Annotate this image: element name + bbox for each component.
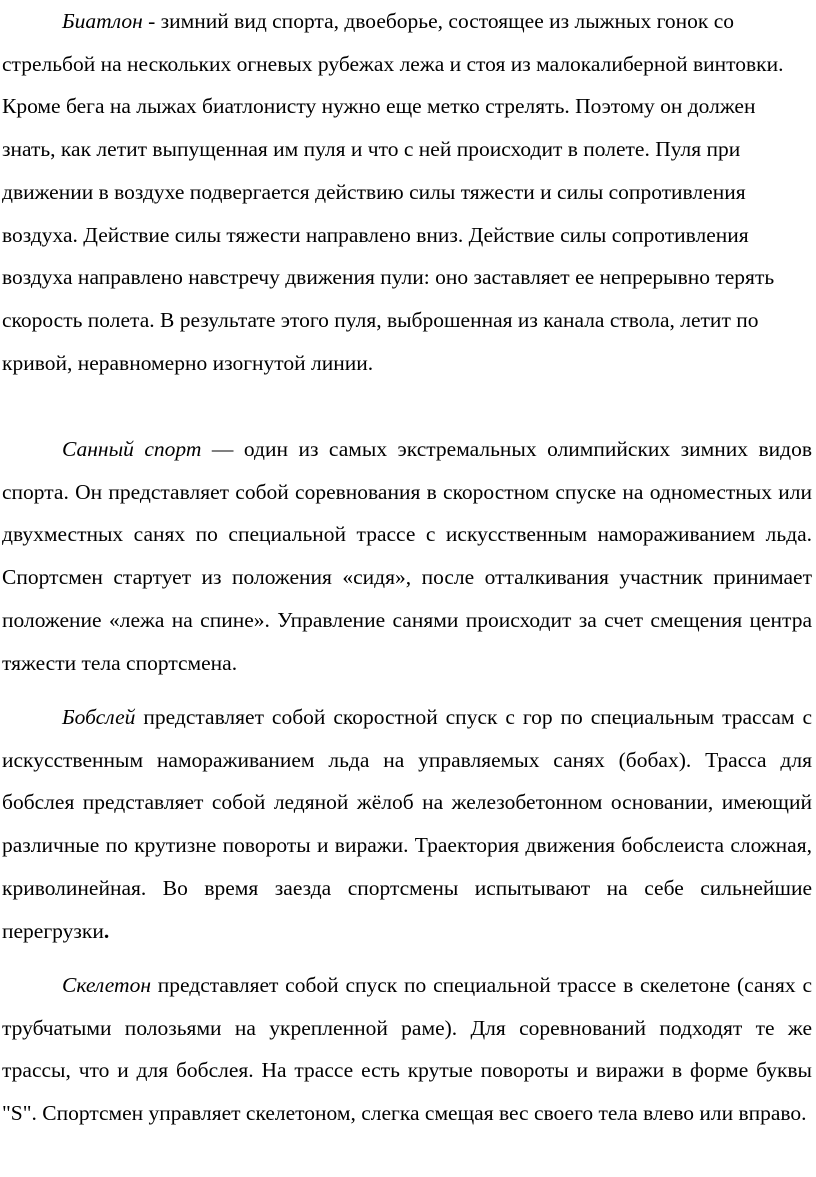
paragraph-luge-text: — один из самых экстремальных олимпийских зимних видов спорта. Он представляет собой соревнования в скоростном спуске на одноместных или двухместных санях по специальной трассе с искусственным намораживанием льда. Спортсмен стартует из положения «сидя», после отталкивания участник принимает положение «лежа на спине». Управление санями происходит за счет смещения центра тяжести тела спортсмена. — [2, 437, 812, 675]
paragraph-skeleton-text: представляет собой спуск по специальной трассе в скелетоне (санях с трубчатыми полозьями на укрепленной раме). Для соревнований подходят те же трассы, что и для бобслея. На трассе есть крутые повороты и виражи в форме буквы "S". Спортсмен управляет скелетоном, слегка смещая вес своего тела влево или вправо. — [2, 973, 812, 1126]
term-bobsleigh: Бобслей — [62, 705, 136, 729]
paragraph-bobsleigh — [2, 696, 812, 952]
paragraph-bobsleigh-end: . — [103, 918, 110, 943]
paragraph-luge — [2, 428, 812, 684]
paragraph-skeleton — [2, 964, 812, 1135]
term-biathlon: Биатлон — [62, 9, 143, 33]
paragraph-biathlon — [2, 0, 812, 384]
paragraph-biathlon-text: - зимний вид спорта, двоеборье, состоящее из лыжных гонок со стрельбой на нескольких огневых рубежах лежа и стоя из малокалиберной винтовки. Кроме бега на лыжах биатлонисту нужно еще метко стрелять. Поэтому он должен знать, как летит выпущенная им пуля и что с ней происходит в полете. Пуля при движении в воздухе подвергается действию силы тяжести и силы сопротивления воздуха. Действие силы тяжести направлено вниз. Действие силы сопротивления воздуха направлено навстречу движения пули: оно заставляет ее непрерывно терять скорость полета. В результате этого пуля, выброшенная из канала ствола, летит по кривой, неравномерно изогнутой линии. — [2, 9, 784, 375]
term-skeleton: Скелетон — [62, 973, 151, 997]
term-luge: Санный спорт — [62, 437, 202, 461]
paragraph-bobsleigh-text: представляет собой скоростной спуск с гор по специальным трассам с искусственным намораживанием льда на управляемых санях (бобах). Трасса для бобслея представляет собой ледяной жёлоб на железобетонном основании, имеющий различные по крутизне повороты и виражи. Траектория движения бобслеиста сложная, криволинейная. Во время заезда спортсмены испытывают на себе сильнейшие перегрузки — [2, 705, 812, 943]
